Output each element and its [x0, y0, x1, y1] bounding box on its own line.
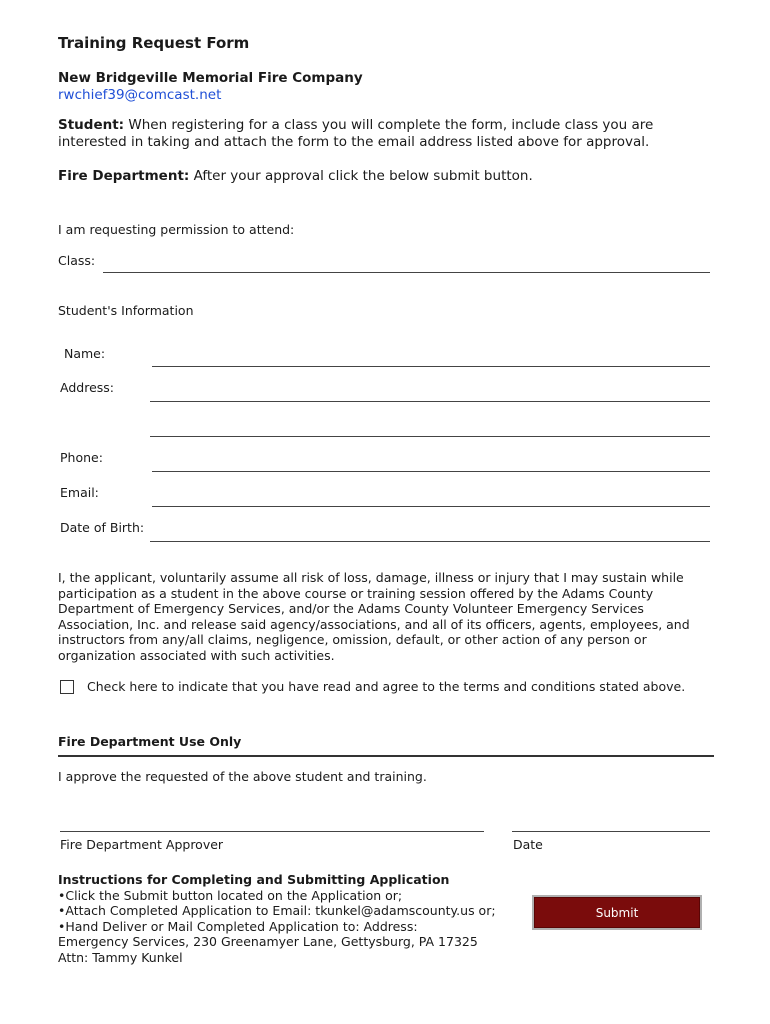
submit-button[interactable]: Submit [532, 895, 702, 930]
address-field-line-2[interactable] [150, 436, 710, 437]
address-field-line-1[interactable] [150, 401, 710, 402]
permission-text: I am requesting permission to attend: [58, 222, 295, 237]
fire-dept-text: After your approval click the below submit button. [189, 168, 533, 184]
name-field[interactable] [152, 366, 710, 367]
contact-email-link[interactable]: rwchief39@comcast.net [58, 87, 222, 103]
class-label: Class: [58, 253, 96, 268]
class-field[interactable] [103, 272, 710, 273]
student-text: When registering for a class you will complete the form, include class you are interested in taking and attach the form to the email address listed above for approval. [58, 117, 654, 150]
submission-instructions [58, 872, 528, 966]
approval-text: I approve the requested of the above student and training. [58, 769, 427, 784]
waiver-text: I, the applicant, voluntarily assume all risk of loss, damage, illness or injury that I may sustain while participation as a student in the above course or training session offered by the Adams County Department of Emergency Services, and/or the Adams County Volunteer Emergency Services Association, Inc. and release said agency/associations, and all of its officers, agents, employees, and instructors from any/all claims, negligence, omission, default, or other action of any person or organization associated with such activities. [58, 570, 690, 663]
instruction-line: Attn: Tammy Kunkel [58, 949, 183, 965]
instruction-line: •Hand Deliver or Mail Completed Application to: Address: [58, 918, 418, 934]
instruction-line: •Attach Completed Application to Email: tkunkel@adamscounty.us or; [58, 903, 496, 919]
name-label: Name: [64, 346, 106, 361]
dob-label: Date of Birth: [60, 520, 145, 535]
organization-name: New Bridgeville Memorial Fire Company [58, 70, 363, 86]
date-label: Date [513, 837, 543, 852]
section-divider [58, 755, 714, 757]
date-field[interactable] [512, 831, 710, 832]
agree-checkbox-label: Check here to indicate that you have read and agree to the terms and conditions stated above. [87, 679, 686, 694]
fire-dept-use-heading: Fire Department Use Only [58, 734, 242, 749]
email-label: Email: [60, 485, 99, 500]
fire-dept-label: Fire Department: [58, 168, 190, 184]
instruction-line: Emergency Services, 230 Greenamyer Lane, Gettysburg, PA 17325 [58, 934, 478, 950]
fire-dept-instructions [58, 168, 718, 185]
form-title: Training Request Form [58, 34, 250, 52]
student-info-heading: Student's Information [58, 303, 194, 318]
email-field[interactable] [152, 506, 710, 507]
student-label: Student: [58, 117, 125, 133]
phone-field[interactable] [152, 471, 710, 472]
approver-signature-field[interactable] [60, 831, 484, 832]
dob-field[interactable] [150, 541, 710, 542]
address-label: Address: [60, 380, 114, 395]
instructions-heading: Instructions for Completing and Submitting Application [58, 872, 450, 887]
phone-label: Phone: [60, 450, 103, 465]
approver-label: Fire Department Approver [60, 837, 224, 852]
instruction-line: •Click the Submit button located on the Application or; [58, 887, 403, 903]
agree-checkbox[interactable] [60, 680, 74, 694]
student-instructions [58, 117, 718, 151]
